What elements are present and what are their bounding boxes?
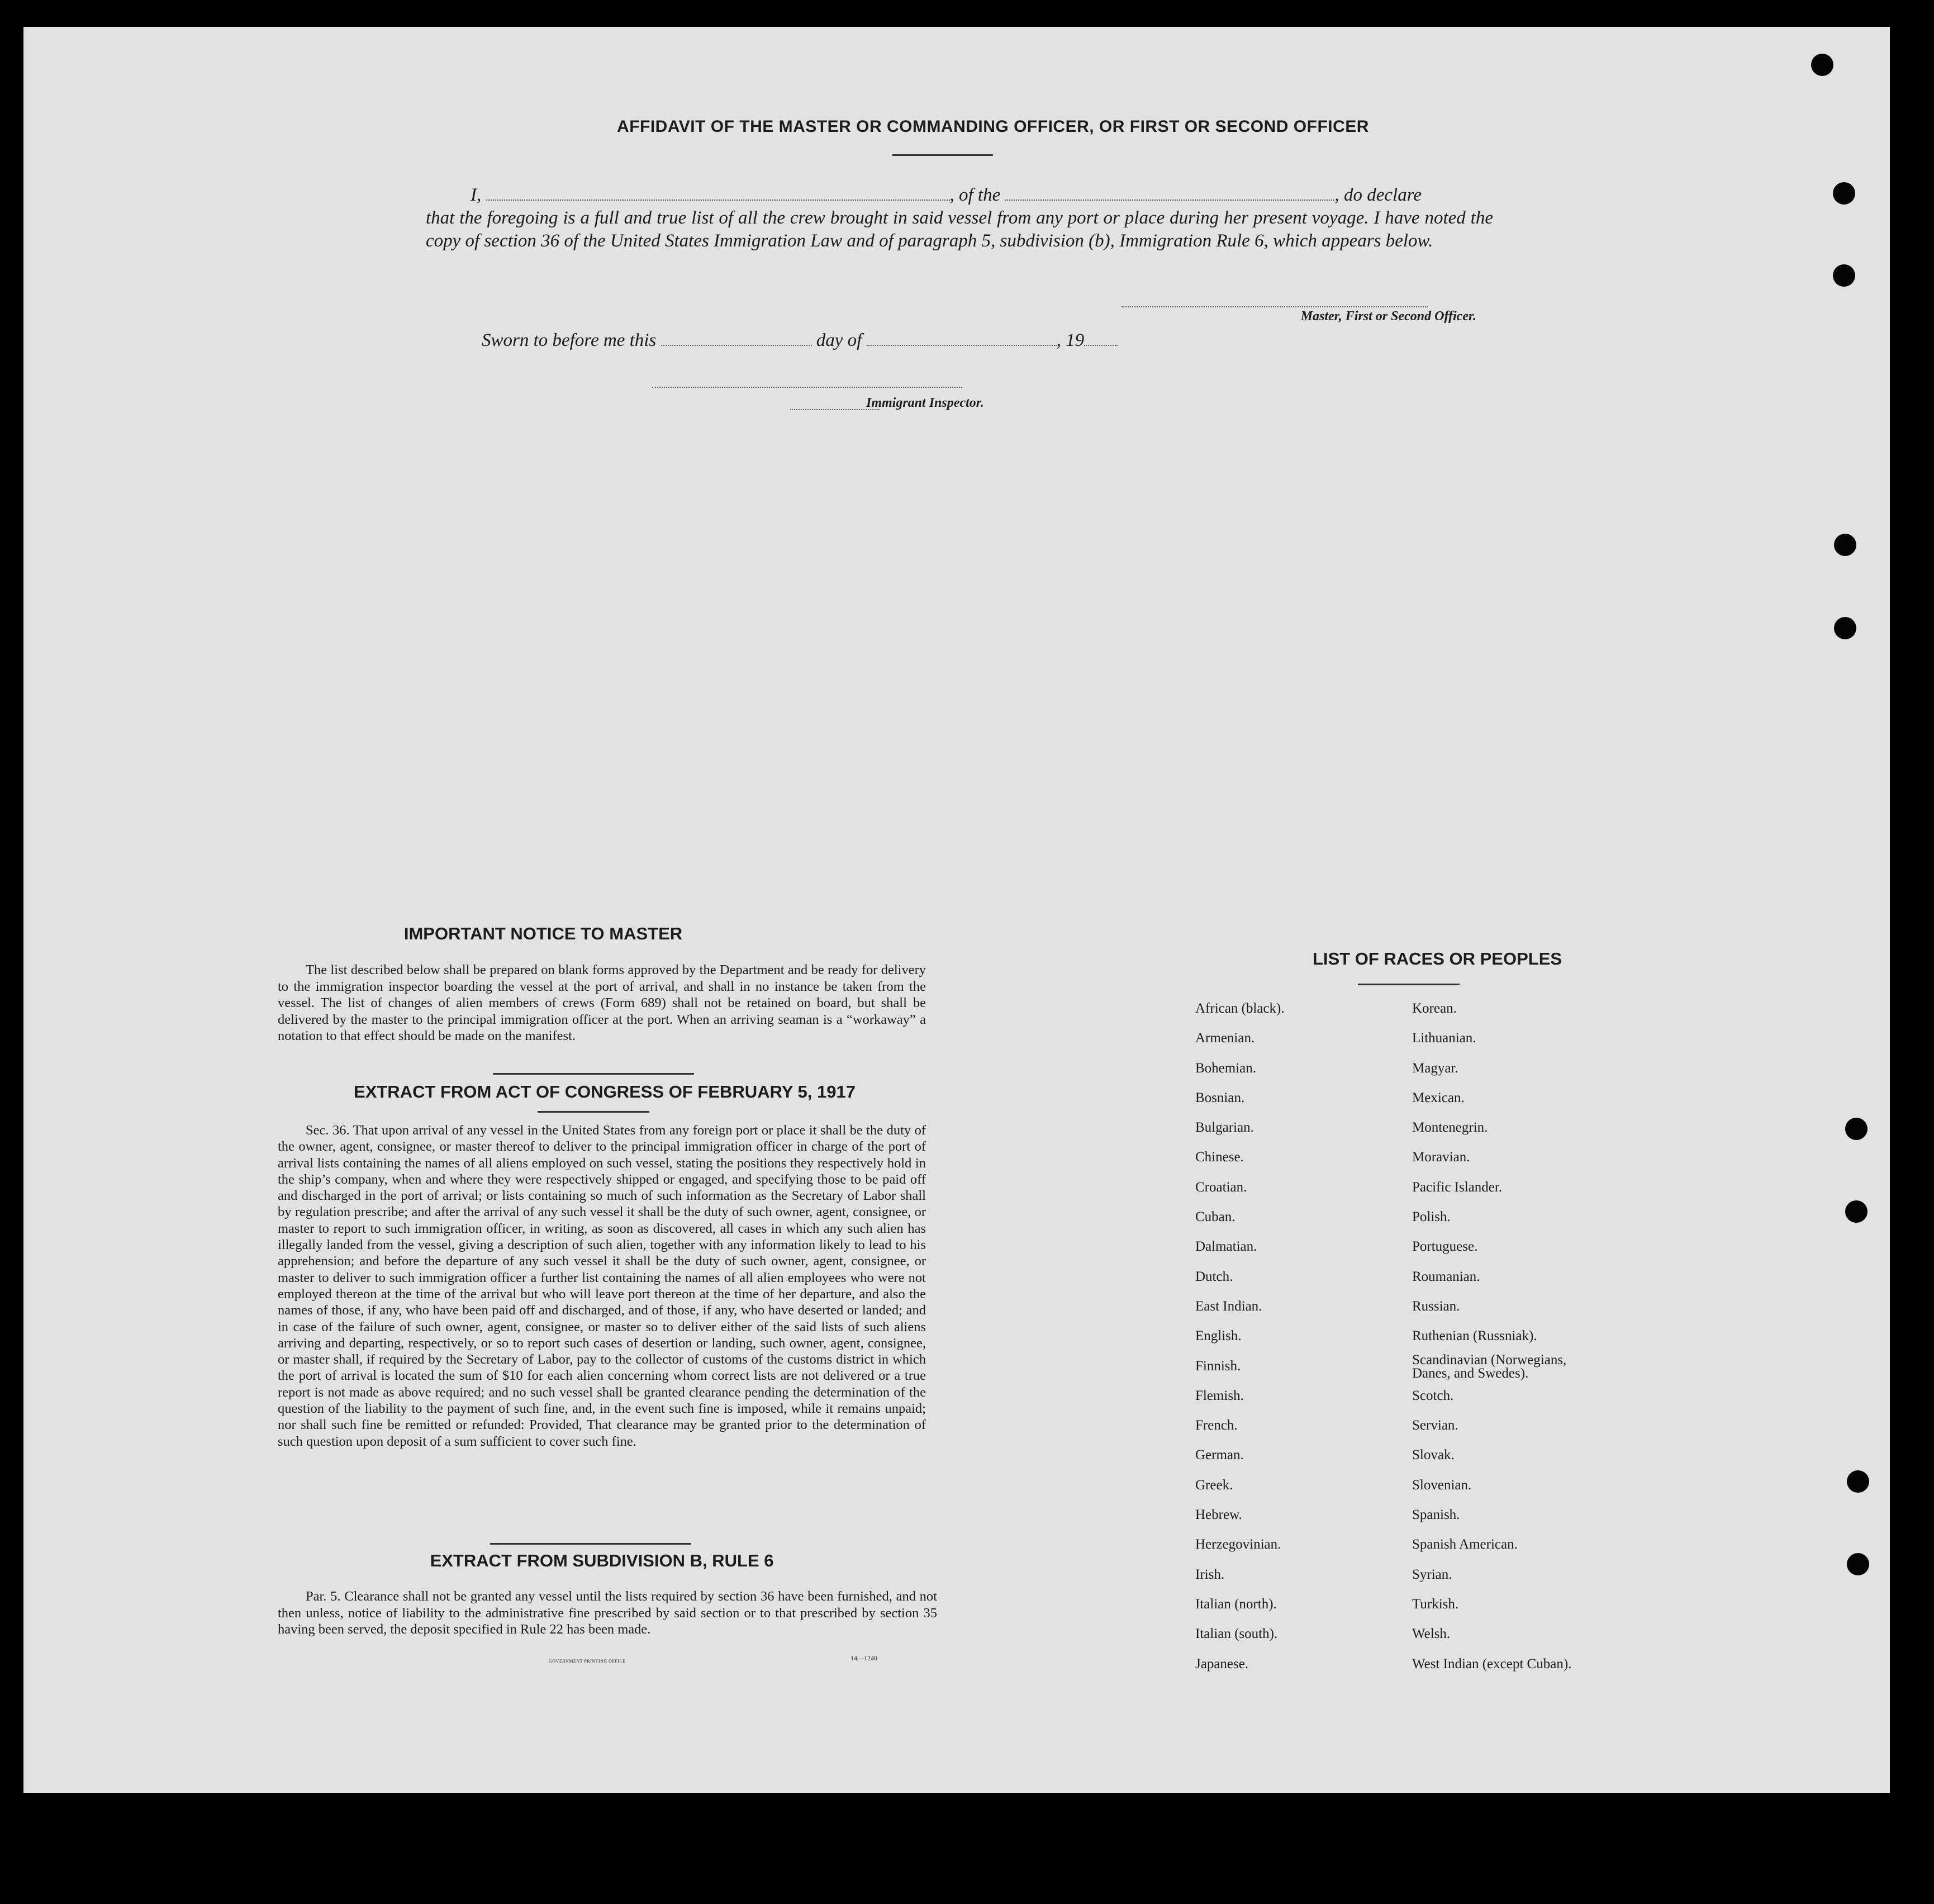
punch-hole [1811,54,1833,76]
act-title: EXTRACT FROM ACT OF CONGRESS OF FEBRUARY 5, 1917 [354,1082,856,1101]
race-item: Scandinavian (Norwegians, Danes, and Swedes). [1412,1352,1567,1381]
race-item: Italian (south). [1195,1626,1278,1642]
race-item: Dalmatian. [1195,1239,1257,1255]
race-item: Slovenian. [1412,1477,1472,1493]
race-item: Bohemian. [1195,1060,1257,1076]
notice-title: IMPORTANT NOTICE TO MASTER [403,924,683,943]
race-item: Korean. [1412,1001,1457,1016]
vessel-name-field[interactable] [1005,185,1334,201]
race-item: Italian (north). [1195,1596,1277,1612]
race-item: French. [1195,1418,1238,1433]
race-item: Lithuanian. [1412,1031,1476,1046]
race-item: Armenian. [1195,1031,1255,1046]
race-item: Magyar. [1412,1060,1458,1076]
punch-hole [1834,534,1856,556]
race-item: Herzegovinian. [1195,1537,1281,1552]
race-item: Roumanian. [1412,1269,1480,1284]
form-number: 14—1240 [850,1654,877,1662]
race-item: West Indian (except Cuban). [1412,1656,1572,1672]
notice-rule [493,1073,694,1075]
race-item: Spanish American. [1412,1537,1518,1552]
race-item: German. [1195,1447,1244,1463]
rule-title: EXTRACT FROM SUBDIVISION B, RULE 6 [430,1551,774,1570]
race-item: Croatian. [1195,1179,1247,1195]
race-item: English. [1195,1328,1242,1344]
race-item: African (black). [1195,1001,1285,1016]
race-item: Spanish. [1412,1507,1460,1523]
notice-body: The list described below shall be prepared on blank forms approved by the Department and be ready for delivery to the immigration inspector boarding the vessel at the port of arrival, and shall in no instance be taken from the vessel. The list of changes of alien members of crews (Form 689) shall not be retained on board, but shall be delivered by the master to the principal immigration officer at the port. When an arriving seaman is a “workaway” a notation to that effect should be made on the manifest. [278,962,926,1043]
race-item: Hebrew. [1195,1507,1242,1523]
punch-hole [1834,617,1856,639]
punch-hole [1845,1118,1868,1140]
races-left-column [1195,994,1396,1679]
declarant-name-field[interactable] [486,185,950,201]
sworn-label: Sworn to before me this [482,330,657,350]
race-item: Dutch. [1195,1269,1233,1284]
day-of-label: day of [816,330,862,350]
race-item: Moravian. [1412,1150,1470,1165]
race-item: Scotch. [1412,1388,1454,1403]
race-item: Polish. [1412,1209,1451,1225]
races-title: LIST OF RACES OR PEOPLES [1312,949,1562,968]
race-item: Montenegrin. [1412,1120,1488,1136]
race-item: Russian. [1412,1298,1460,1314]
vessel-label: , of the [949,185,1001,205]
race-item: Chinese. [1195,1150,1244,1165]
race-item: Portuguese. [1412,1239,1478,1255]
act-body: Sec. 36. That upon arrival of any vessel in the United States from any foreign port or place it shall be the duty of the owner, agent, consignee, or master thereof to deliver to the principal immigration officer in charge of the port of arrival lists containing the names of all aliens employed on such vessel, stating the positions they respectively hold in the ship’s company, when and where they were respectively shipped or engaged, and specifying those to be paid off and discharged in the port of arrival; or lists containing so much of such information as the Secretary of Labor shall by regulation prescribe; and after the arrival of any such vessel it shall be the duty of such owner, agent, consignee, or master to report to such immigration officer, in writing, as soon as discovered, all cases in which any such alien has illegally landed from the vessel, giving a description of such alien, together with any information likely to lead to his apprehension; and before the departure of any such vessel it shall be the duty of such owner, agent, consignee, or master to deliver to such immigration officer a further list containing the names of all alien employees who were not employed thereon at the time of the arrival but who will leave port thereon at the time of her departure, and also the names of those, if any, who have been paid off and discharged, and of those, if any, who have deserted or landed; and in case of the failure of such owner, agent, consignee, or master so to deliver either of the said lists of such aliens arriving and departing, respectively, or so to report such cases of desertion or landing, such owner, agent, consignee, or master shall, if required by the Secretary of Labor, pay to the collector of customs of the customs district in which the port of arrival is located the sum of $10 for each alien concerning whom correct lists are not delivered or a true report is not made as above required; and no such vessel shall be granted clearance pending the determination of the question of the liability to the payment of such fine, and, in the event such fine is imposed, while it remains unpaid; nor shall such fine be remitted or refunded: Provided, That clearance may be granted prior to the determination of such question upon deposit of a sum sufficient to cover such fine. [278,1123,926,1449]
sworn-line [482,330,1208,351]
declarant-label: I, [471,185,482,205]
document-page [23,27,1890,1793]
affidavit-declaration-line [471,185,1493,206]
race-item: Pacific Islander. [1412,1179,1503,1195]
race-item: Servian. [1412,1418,1458,1433]
race-item: East Indian. [1195,1298,1262,1314]
affidavit-title-rule [892,154,993,156]
race-item: Flemish. [1195,1388,1244,1403]
punch-hole [1847,1553,1869,1575]
race-item: Welsh. [1412,1626,1451,1642]
sworn-year-field[interactable] [1084,330,1118,346]
punch-hole [1847,1470,1869,1493]
sworn-month-field[interactable] [867,330,1057,346]
races-right-column [1412,994,1647,1679]
inspector-signature-line[interactable] [652,387,962,388]
race-item: Syrian. [1412,1566,1452,1582]
affidavit-title: AFFIDAVIT OF THE MASTER OR COMMANDING OFFICER, OR FIRST OR SECOND OFFICER [617,117,1369,136]
race-item: Greek. [1195,1477,1233,1493]
race-item: Cuban. [1195,1209,1236,1225]
race-item: Mexican. [1412,1090,1465,1105]
race-item: Ruthenian (Russniak). [1412,1328,1537,1344]
race-item: Finnish. [1195,1358,1241,1374]
race-item: Bulgarian. [1195,1120,1254,1136]
year-label: , 19 [1056,330,1085,350]
printer-imprint: GOVERNMENT PRINTING OFFICE [549,1659,626,1664]
affidavit-body: that the foregoing is a full and true list of all the crew brought in said vessel from any port or place during her present voyage. I have noted the copy of section 36 of the United States Immigration Law and of paragraph 5, subdivision (b), Immigration Rule 6, which appears below. [426,208,1493,251]
inspector-label: Immigrant Inspector. [866,396,984,410]
punch-hole [1833,264,1855,287]
sworn-day-field[interactable] [661,330,812,346]
act-rule [490,1543,691,1545]
act-title-rule [538,1111,649,1113]
race-item: Bosnian. [1195,1090,1245,1105]
signature-line[interactable] [1122,306,1428,307]
rule-body: Par. 5. Clearance shall not be granted any vessel until the lists required by section 36 have been furnished, and not then unless, notice of liability to the administrative fine prescribed by said section or to that prescribed by section 35 having been served, the deposit specified in Rule 22 has been made. [278,1589,937,1637]
race-item: Turkish. [1412,1596,1459,1612]
punch-hole [1845,1200,1868,1223]
punch-hole [1833,182,1855,205]
races-title-rule [1358,984,1460,985]
race-item: Japanese. [1195,1656,1249,1672]
declare-label: , do declare [1334,185,1422,205]
signature-label: Master, First or Second Officer. [1300,309,1476,324]
race-item: Irish. [1195,1566,1225,1582]
race-item: Slovak. [1412,1447,1455,1463]
